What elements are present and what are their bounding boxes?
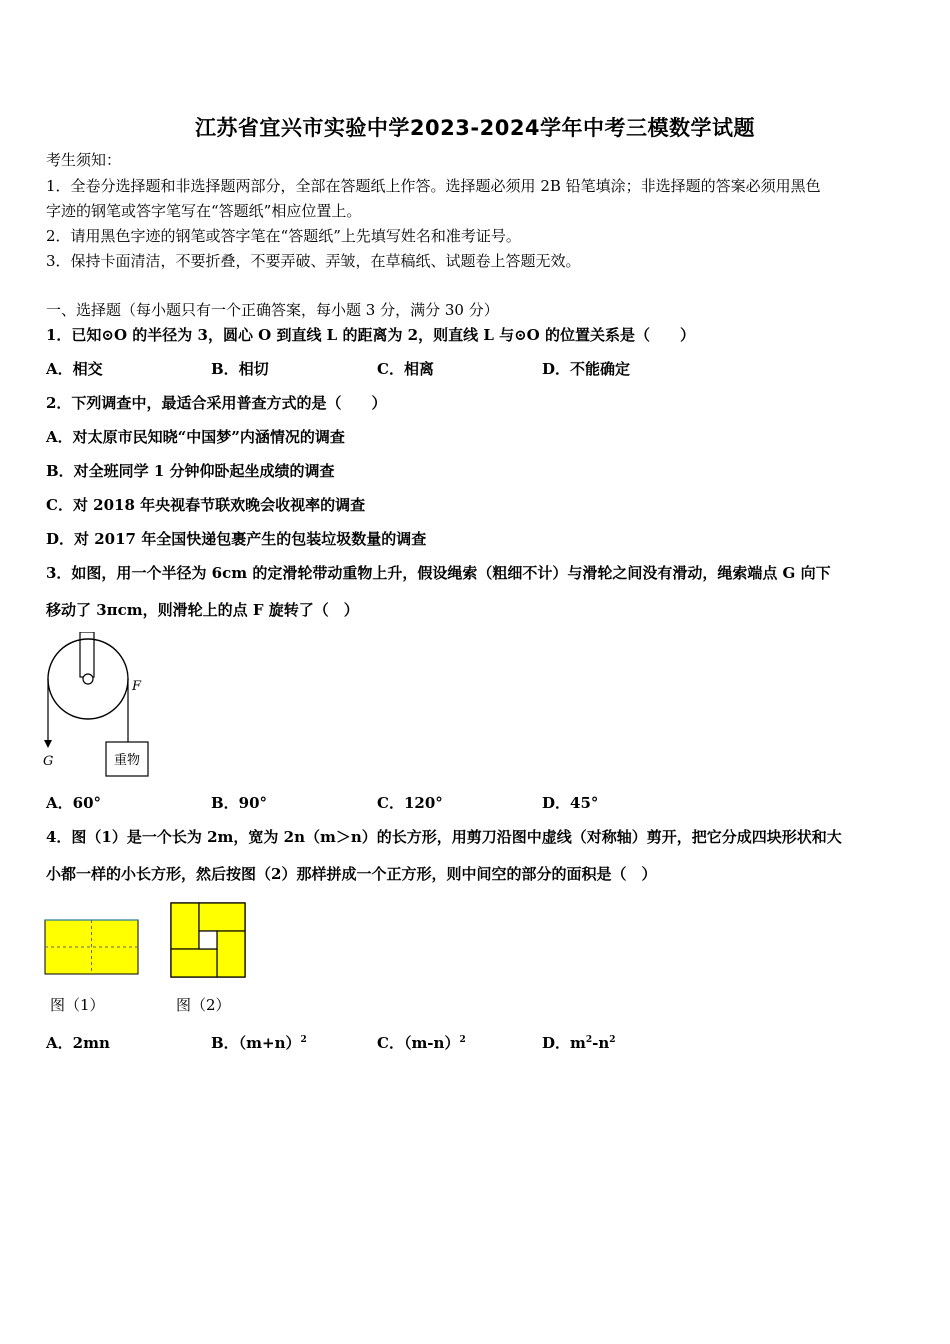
arrow-down-icon: [44, 740, 52, 748]
question-3-stem-line-1: 3．如图，用一个半径为 6cm 的定滑轮带动重物上升，假设绳索（粗细不计）与滑轮之间没有滑动，绳索端点 G 向下: [46, 564, 831, 582]
question-2-option-a[interactable]: A．对太原市民知晓“中国梦”内涵情况的调查: [46, 428, 345, 446]
option-d-text-n: -n: [592, 1034, 610, 1052]
page-title: 江苏省宜兴市实验中学2023-2024学年中考三模数学试题: [194, 116, 756, 140]
question-1-option-b[interactable]: B．相切: [211, 360, 269, 378]
question-2-option-c[interactable]: C．对 2018 年央视春节联欢晚会收视率的调查: [46, 496, 366, 514]
question-1-option-c[interactable]: C．相离: [377, 360, 434, 378]
question-1-option-a[interactable]: A．相交: [46, 360, 103, 378]
piece-right: [217, 931, 245, 977]
point-g-label: G: [43, 754, 54, 769]
section-heading: 一、选择题（每小题只有一个正确答案，每小题 3 分，满分 30 分）: [46, 301, 499, 319]
option-b-exponent: 2: [300, 1035, 307, 1045]
option-c-text: C．（m-n）: [377, 1034, 460, 1052]
rectangle-figure-1: [44, 918, 140, 976]
option-d-text-m: D．m: [542, 1034, 586, 1052]
weight-label: 重物: [113, 753, 141, 768]
question-3-option-b[interactable]: B．90°: [211, 794, 268, 812]
question-2-option-b[interactable]: B．对全班同学 1 分钟仰卧起坐成绩的调查: [46, 462, 335, 480]
question-4-option-b[interactable]: [211, 1036, 307, 1051]
option-b-text: B．（m+n）: [211, 1034, 301, 1052]
option-d-exponent-1: 2: [585, 1035, 593, 1045]
figure-1-caption: 图（1）: [50, 996, 105, 1014]
question-3-option-d[interactable]: D．45°: [542, 794, 599, 812]
pulley-axle: [83, 674, 93, 684]
point-f-label: F: [132, 679, 142, 694]
question-2-stem: 2．下列调查中，最适合采用普查方式的是（ ）: [46, 394, 387, 412]
question-4-option-a[interactable]: A．2mn: [46, 1034, 110, 1052]
piece-top: [199, 903, 245, 931]
question-4-option-d[interactable]: [542, 1036, 616, 1051]
question-4-stem-line-2: 小都一样的小长方形，然后按图（2）那样拼成一个正方形，则中间空的部分的面积是（ ）: [46, 865, 657, 883]
piece-left: [171, 903, 199, 949]
question-3-stem-line-2: 移动了 3πcm，则滑轮上的点 F 旋转了（ ）: [46, 601, 359, 619]
figure-2-caption: 图（2）: [176, 996, 231, 1014]
question-1-option-d[interactable]: D．不能确定: [542, 360, 631, 378]
question-4-option-c[interactable]: [377, 1036, 466, 1051]
notice-heading: 考生须知：: [46, 151, 122, 169]
option-c-exponent: 2: [459, 1035, 466, 1045]
notice-item-1-line-2: 字迹的钢笔或答字笔写在“答题纸”相应位置上。: [46, 202, 362, 220]
option-d-exponent-2: 2: [609, 1035, 616, 1045]
piece-bottom: [171, 949, 217, 977]
question-3-option-a[interactable]: A．60°: [46, 794, 102, 812]
question-2-option-d[interactable]: D．对 2017 年全国快递包裹产生的包装垃圾数量的调查: [46, 530, 427, 548]
notice-item-1-line-1: 1．全卷分选择题和非选择题两部分，全部在答题纸上作答。选择题必须用 2B 铅笔填涂；非选择题的答案必须用黑色: [46, 177, 821, 195]
center-hole: [199, 931, 217, 949]
question-4-stem-line-1: 4．图（1）是一个长为 2m，宽为 2n（m＞n）的长方形，用剪刀沿图中虚线（对称轴）剪开，把它分成四块形状和大: [46, 828, 842, 846]
notice-item-3: 3．保持卡面清洁，不要折叠，不要弄破、弄皱，在草稿纸、试题卷上答题无效。: [46, 252, 581, 270]
question-1-stem: 1．已知⊙O 的半径为 3，圆心 O 到直线 L 的距离为 2，则直线 L 与⊙O 的位置关系是（ ）: [46, 326, 695, 344]
notice-item-2: 2．请用黑色字迹的钢笔或答字笔在“答题纸”上先填写姓名和准考证号。: [46, 227, 521, 245]
question-3-option-c[interactable]: C．120°: [377, 794, 443, 812]
square-figure-2: [170, 902, 248, 980]
pulley-figure: [40, 632, 156, 782]
